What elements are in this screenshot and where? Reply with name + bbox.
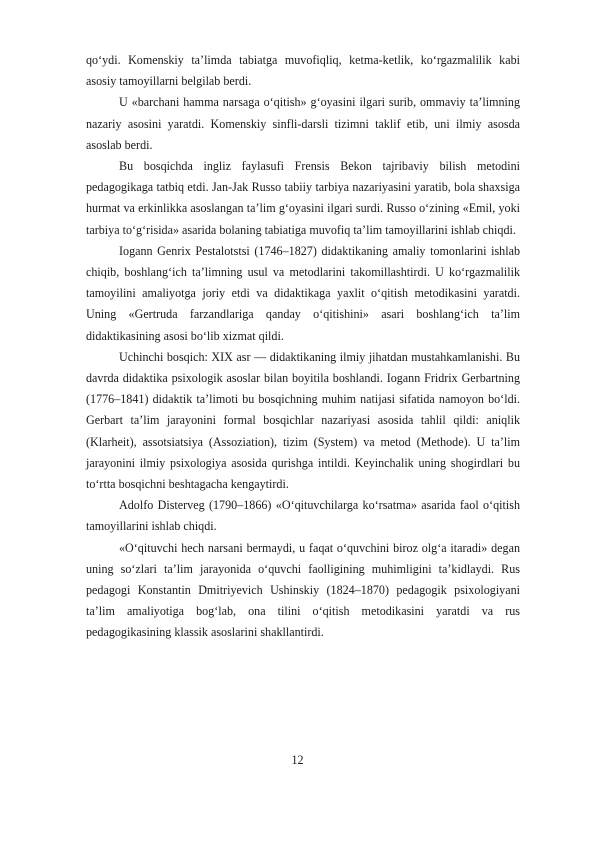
page-number: 12	[291, 753, 304, 767]
paragraph-continuation: qo‘ydi. Komenskiy ta’limda tabiatga muvofiqliq, ketma-ketlik, ko‘rgazmalilik kabi asosiy tamoyillarni belgilab berdi.	[86, 53, 520, 89]
paragraph-komenskiy: U «barchani hamma narsaga o‘qitish» g‘oyasini ilgari surib, ommaviy ta’limning nazariy asosini yaratdi. Komenskiy sinfli-darsli tizimni taklif etib, uni ilmiy asosda asoslab berdi.	[86, 95, 520, 152]
paragraph-uchinchi-bosqich: Uchinchi bosqich: XIX asr — didaktikaning ilmiy jihatdan mustahkamlanishi. Bu davrda didaktika psixologik asoslar bilan boyitila boshlandi. Iogann Fridrix Gerbartning (1776–1841) didaktik ta’limoti bu bosqichning muhim natijasi sifatida namoyon bo‘ldi. Gerbart ta’lim jarayonini formal bosqichlar nazariyasi asosida tahlil qildi: aniqlik (Klarheit), assotsiatsiya (Assoziation), tizim (System) va metod (Methode). U ta’lim jarayonini ilmiy psixologiya asosida qurishga intildi. Keyinchalik uning shogirdlari bu to‘rtta bosqichni beshtagacha kengaytirdi.	[86, 349, 520, 492]
document-page	[86, 50, 520, 644]
paragraph-bekon-russo: Bu bosqichda ingliz faylasufi Frensis Bekon tajribaviy bilish metodini pedagogikaga tatbiq etdi. Jan-Jak Russo tabiiy tarbiya nazariyasini yaratib, bola shaxsiga hurmat va erkinlikka asoslangan ta’lim g‘oyasini ilgari surdi. Russo o‘zining «Emil, yoki tarbiya to‘g‘risida» asarida bolaning tabiatiga muvofiq ta’lim tamoyillarini ishlab chiqdi.	[86, 159, 520, 237]
paragraph-ushinskiy: «O‘qituvchi hech narsani bermaydi, u faqat o‘quvchini biroz olg‘a itaradi» degan uning so‘zlari ta’lim jarayonida o‘quvchi faolligining muhimligini ta’kidlaydi. Rus pedagogi Konstantin Dmitriyevich Ushinskiy (1824–1870) pedagogik psixologiyani ta’lim amaliyotiga bog‘lab, ona tilini o‘qitish metodikasini yaratdi va rus pedagogikasining klassik asoslarini shakllantirdi.	[86, 540, 520, 640]
paragraph-pestalotstsi: Iogann Genrix Pestalotstsi (1746–1827) didaktikaning amaliy tomonlarini ishlab chiqib, boshlang‘ich ta’limning usul va metodlarini takomillashtirdi. U ko‘rgazmalilik tamoyilini amaliyotga joriy etdi va didaktikaga yaxlit o‘qitish metodikasini yaratdi. Uning «Gertruda farzandlariga qanday o‘qitishini» asari boshlang‘ich ta’lim didaktikasining asosi bo‘lib xizmat qildi.	[86, 243, 520, 343]
paragraph-disterveg: Adolfo Disterveg (1790–1866) «O‘qituvchilarga ko‘rsatma» asarida faol o‘qitish tamoyillarini ishlab chiqdi.	[86, 498, 520, 534]
